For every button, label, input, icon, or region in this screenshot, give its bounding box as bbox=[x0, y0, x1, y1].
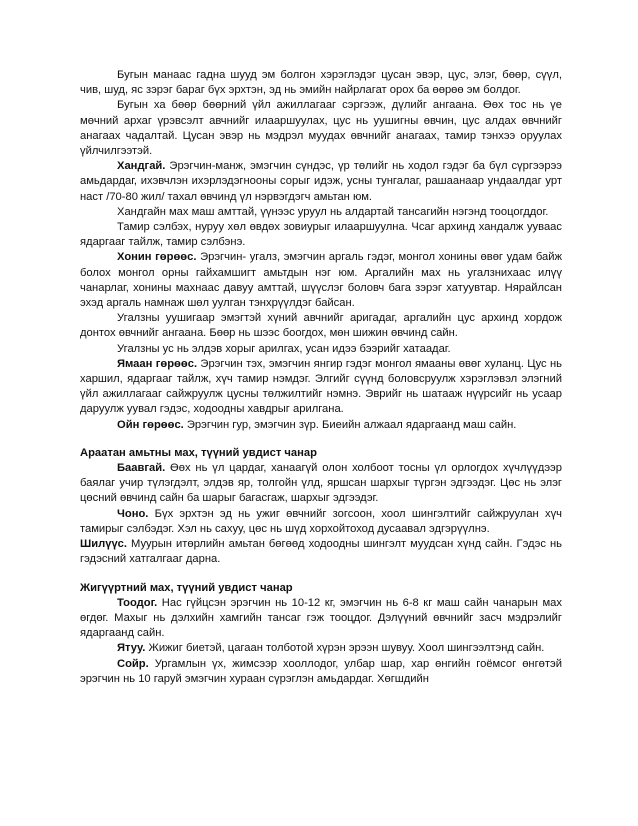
term-chono: Чоно. bbox=[117, 507, 149, 520]
section-heading-predators: Араатан амьтны мах, түүний увдист чанар bbox=[80, 446, 317, 459]
paragraph-khonin bbox=[80, 250, 562, 311]
spacer bbox=[80, 433, 562, 446]
term-baavgai: Баавгай. bbox=[117, 462, 166, 475]
text-yamaan: Эрэгчин тэх, эмэгчин янгир гэдэг монгол ямааны өвөг хуланц. Цус нь харшил, ядаргааг тайлж, хүч тамир нэмдэг. Элгийг сүүнд боловсруулж хэрэглэвэл элэгний үйл ажиллагааг сайжруулж цусны төлжилтийг нэмнэ. Эврийг нь шатааж нүүрсийг нь усаар даруулж уувал гэдэс, ходоодны хавдрыг арилгана. bbox=[80, 357, 562, 416]
text-shiluus: Муурын итөрлийн амьтан бөгөөд ходоодны шингэлт муудсан хүнд сайн. Гэдэс нь гэдэсний хатгалгааг дарна. bbox=[80, 538, 562, 566]
paragraph-oin bbox=[80, 418, 562, 433]
text-chono: Бүх эрхтэн эд нь ужиг өвчнийг зогсоон, хоол шингэлтийг сайжруулан хүч тамирыг сэлбэдэг. Хэл нь сахуу, цөс нь шүд хорхойтоход дусаавал эдгэрүүлнэ. bbox=[80, 507, 562, 535]
text-oin: Эрэгчин гур, эмэгчин зүр. Биеийн алжаал ядаргаанд маш сайн. bbox=[183, 418, 517, 431]
paragraph-bug-organs: Бугын ха бөөр бөөрний үйл ажиллагааг сэргээж, дүлийг ангаана. Өөх тос нь үе мөчний архаг үрэвсэлт авчнийг илааршуулах, цус нь уушигны өвчин, цус алдах өвчнийг анагаах чадалтай. Цусан эвэр нь мэдрэл муудах өвчнийг анагаах, тамир тэнхээ оруулах үйлчилгээтэй. bbox=[80, 99, 562, 158]
term-yamaan: Ямаан гөрөөс. bbox=[117, 357, 198, 370]
paragraph-khandgai bbox=[80, 159, 562, 205]
text-baavgai: Өөх нь үл цардаг, ханаагүй олон холбоот тосны үл орлогдох хүчлүүдээр баялаг учир түлэгдэлт, элдэв яр, толгойн үлд, яршсан шархыг түргэн эдгээдэг. Цөс нь элэг цөсний өвчинд сайн ба шарыг багасгаж, шархыг эдгээдэг. bbox=[80, 462, 562, 505]
term-yatuu: Ятуу. bbox=[117, 642, 146, 655]
paragraph-baavgai bbox=[80, 461, 562, 507]
paragraph-yatuu bbox=[80, 641, 562, 656]
paragraph-chono bbox=[80, 507, 562, 537]
paragraph-soir bbox=[80, 657, 562, 687]
section-heading-birds: Жигүүртний мах, түүний увдист чанар bbox=[80, 581, 293, 594]
paragraph-toodog bbox=[80, 596, 562, 642]
paragraph-khandgai-meat: Хандгайн мах маш амттай, үүнээс уруул нь алдартай тансагийн нэгэнд тооцогддог. bbox=[117, 205, 549, 218]
text-toodog: Нас гүйцсэн эрэгчин нь 10-12 кг, эмэгчин нь 6-8 кг маш сайн чанарын мах өгдөг. Махыг нь дэлхийн хамгийн тансаг гэж тооцдог. Дэлүүний өвчнийг засч мэдрэлийг ядаргаанд сайн. bbox=[80, 596, 562, 640]
document-page bbox=[80, 68, 562, 687]
text-yatuu: Жижиг биетэй, цагаан толботой хүрэн эрээн шувуу. Хоол шингээлтэнд сайн. bbox=[145, 642, 545, 655]
paragraph-khandgai-use: Тамир сэлбэх, нуруу хөл өвдөх зовиурыг илааршуулна. Чсаг архинд хандалж ууваас ядаргааг тайлж, тамир сэлбэнэ. bbox=[80, 221, 562, 249]
term-khonin: Хонин гөрөөс. bbox=[117, 251, 197, 264]
term-shiluus: Шилүүс. bbox=[80, 538, 128, 551]
text-soir: Ургамлын үх, жимсээр хооллодог, улбар шар, хар өнгийн гоёмсог өнгөтэй эрэгчин нь 10 гаруй эмэгчин хураан сүрэглэн амьдардаг. Хөгшдийн bbox=[80, 657, 562, 685]
paragraph-shiluus bbox=[80, 537, 562, 567]
spacer bbox=[80, 568, 562, 581]
text-khonin: Эрэгчин- угалз, эмэгчин аргаль гэдэг, монгол хонины өвөг удам байж болох монгол орны гайхамшигт амьтдын нэг юм. Аргалийн мах нь угалзнихаас илүү чанарлаг, хонины махнаас давуу амттай, шүүслэг боловч бага зэрэг хатуувтар. Нярайлсан эхэд аргаль намнаж шөл уулган тэнхрүүлдэг байсан. bbox=[80, 251, 562, 310]
paragraph-ugalz-water: Угалзны ус нь элдэв хорыг арилгах, усан идээ бээрийг хатаадаг. bbox=[117, 342, 451, 355]
term-toodog: Тоодог. bbox=[117, 596, 158, 609]
text-khandgai: Эрэгчин-манж, эмэгчин сүндэс, үр төлийг нь ходол гэдэг ба бүл сүргээрээ амьдардаг, ихэвчлэн ихэрлэдэгнооны сорыг идэж, усны тунгалаг, рашаанаар ундаалдаг урт наст /70-80 жил/ тахал өвчинд үл нэрвэгдэгч амьтан юм. bbox=[80, 160, 562, 203]
term-soir: Сойр. bbox=[117, 657, 149, 670]
paragraph-ugalz: Угалзны уушигаар эмэгтэй хүний авчнийг аригадаг, аргалийн цус архинд хордож донтох өвчнийг ангаана. Бөөр нь шээс боогдох, мөн шижин өвчинд сайн. bbox=[80, 312, 562, 340]
term-khandgai: Хандгай. bbox=[117, 160, 166, 173]
paragraph-intro: Бугын манаас гадна шууд эм болгон хэрэглэдэг цусан эвэр, цус, элэг, бөөр, сүүл, чив, шуд, яс зэрэг бараг бүх эрхтэн, эд нь эмийн найрлагат орох ба өөрөө эм болдог. bbox=[80, 69, 562, 97]
term-oin: Ойн гөрөөс. bbox=[117, 418, 184, 431]
paragraph-yamaan bbox=[80, 357, 562, 418]
